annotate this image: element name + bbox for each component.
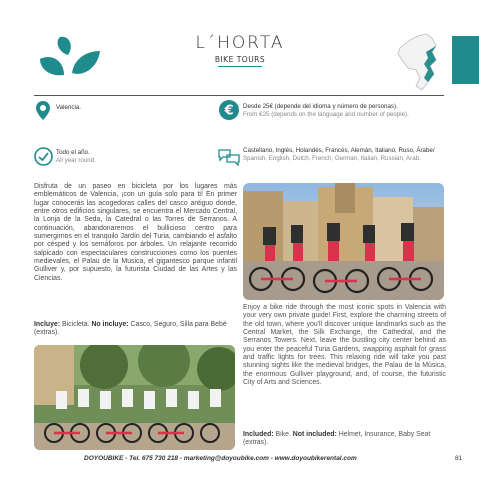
header-divider [34,95,444,96]
group-bike-photo-plaza [243,183,444,300]
page-number: 81 [455,455,463,462]
check-circle-icon [34,147,53,166]
location-text: Valencia. [56,104,81,111]
svg-text:€: € [224,103,234,119]
chapter-tab [452,36,479,84]
title-block [160,33,320,67]
page-subtitle: BIKE TOURS [214,55,266,64]
price-subtext: From €25 (depends on the language and number of people). [243,111,409,119]
subtitle-underline [218,66,262,67]
excludes-label: No incluye: [91,321,129,328]
location-pin-icon [36,101,50,120]
description-english: Enjoy a bike ride through the most iconic spots in Valencia with your very own private guide! First, explore the charming streets of the old town, where you'll discover unique landmarks such as the Central Market, the Silk Exchange, the Cathedral, and the Serranos Towers. Next, leave the bustling city center behind as you enter the peaceful Turia Gardens, swapping asphalt for grass and traffic lights for trees. This relaxing ride will take you past stunning sights like the medieval bridges, the Palau de la Música, the enormous Gulliver playground, and, of course, the futuristic City of Arts and Sciences. [243,304,446,387]
includes-label: Incluye: [34,321,61,328]
languages-text: Castellano, Inglés, Holandés, Francés, Alemán, Italiano, Ruso, Árabe/ [243,147,435,154]
valencia-map-icon [392,30,452,94]
included-value: Bike. [273,431,293,438]
price-text: Desde 25€ (depende del idioma y número de personas). [243,103,398,110]
speech-bubbles-icon [218,148,240,166]
description-spanish: Disfruta de un paseo en bicicleta por los lugares más emblemáticos de Valencia, ¡con un guía solo para ti! En primer lugar conocerás las acogedoras calles del casco antiguo donde, entre otros edificios singulares, se encuentra el Mercado Central, la Lonja de la Seda, la Catedral o las Torres de Serranos. A continuación, abandonaremos el bullicioso centro para sumergirnos en el tranquilo Jardín del Turia, cambiando el asfalto por césped y los semáforos por árboles. Un relajante recorrido salpicado con espectaculares construcciones como los puentes medievales, el Palau de la Musica, el gigantesco parque infantil Gulliver y, por supuesto, la futurista Ciudad de las Artes y las Ciencias. [34,183,237,282]
includes-value: Bicicleta. [60,321,92,328]
leaves-logo-icon [38,33,102,85]
season-subtext: All year round. [56,157,96,165]
group-bike-photo-garden [34,345,235,450]
includes-english [243,431,446,448]
season-block [56,149,96,165]
price-block [243,103,448,119]
not-included-label: Not included: [292,431,337,438]
excludes-value: Casco, Seguro, Silla para Bebé (extras). [34,321,227,337]
not-included-value: Helmet, Insurance, Baby Seat (extras). [243,431,431,447]
page-title: L´HORTA [195,33,285,53]
euro-icon [219,100,239,120]
included-label: Included: [243,431,274,438]
languages-block [243,147,448,163]
footer-contact: DOYOUBIKE - Tel. 675 730 218 - marketing@doyoubike.com - www.doyoubikerental.com [84,455,357,462]
season-text: Todo el año. [56,149,90,156]
languages-subtext: Spanish, English, Dutch, French, German, Italian, Russian, Arab. [243,155,421,163]
includes-spanish [34,321,237,338]
